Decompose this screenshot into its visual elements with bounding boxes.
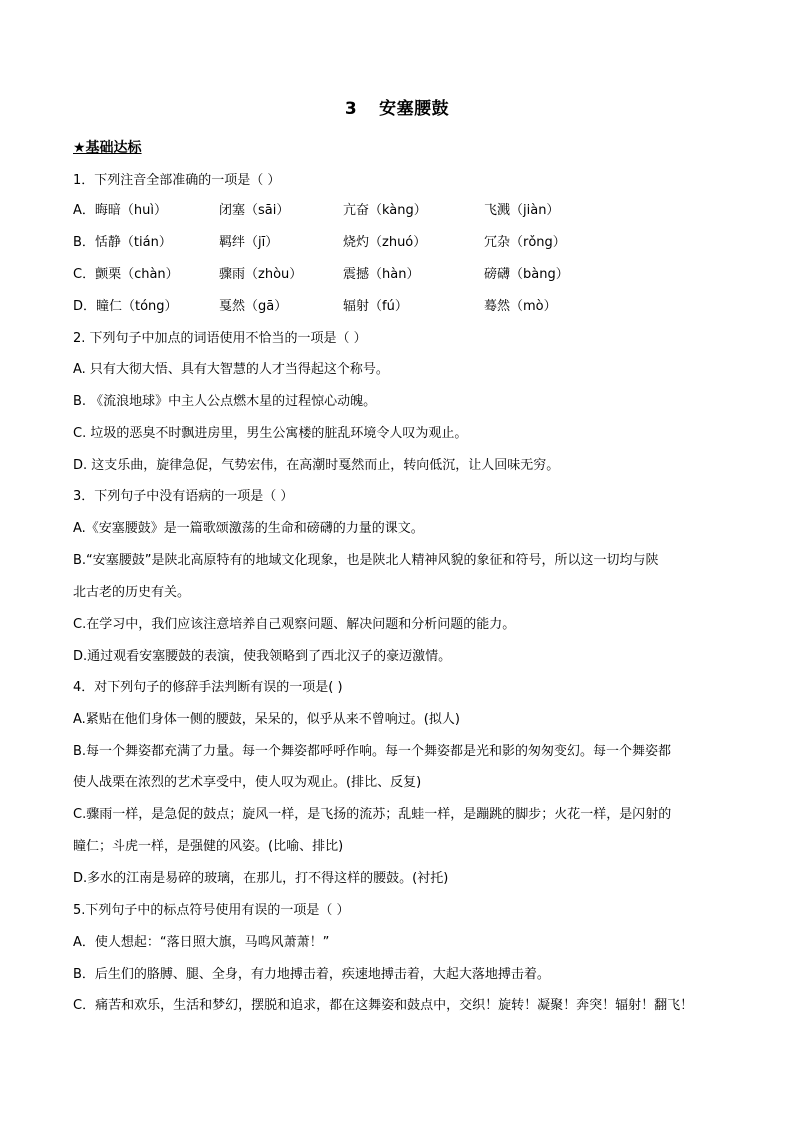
q1-c-item-1: C．颤栗（chàn） [73,267,179,282]
q1-d-item-4: 蓦然（mò） [484,299,557,314]
q5-option-c: C．痛苦和欢乐，生活和梦幻，摆脱和追求，都在这舞姿和鼓点中，交织！旋转！凝聚！奔突！辐射！翻飞！ [73,998,694,1013]
q4-option-c-cont: 瞳仁；斗虎一样，是强健的风姿。(比喻、排比) [73,839,344,854]
q4-option-a: A.紧贴在他们身体一侧的腰鼓，呆呆的，似乎从来不曾响过。(拟人) [73,712,460,727]
q1-a-item-3: 亢奋（kàng） [343,203,427,218]
q1-a-item-4: 飞溅（jiàn） [484,203,560,218]
q5-option-b: B．后生们的胳膊、腿、全身，有力地搏击着，疾速地搏击着，大起大落地搏击着。 [73,967,550,982]
q1-a-item-2: 闭塞（sāi） [219,203,290,218]
q2-stem: 2. 下列句子中加点的词语使用不恰当的一项是（ ） [73,331,367,346]
q3-option-a: A.《安塞腰鼓》是一篇歌颂激荡的生命和磅礴的力量的课文。 [73,521,424,536]
q2-option-d: D. 这支乐曲，旋律急促，气势宏伟，在高潮时戛然而止，转向低沉，让人回味无穷。 [73,458,560,473]
q2-option-c: C. 垃圾的恶臭不时飘进房里，男生公寓楼的脏乱环境令人叹为观止。 [73,426,468,441]
q4-option-b: B.每一个舞姿都充满了力量。每一个舞姿都呼呼作响。每一个舞姿都是光和影的匆匆变幻。每一个舞姿都 [73,744,672,759]
q1-b-item-4: 冗杂（rǒng） [484,235,566,250]
q5-stem: 5.下列句子中的标点符号使用有误的一项是（ ） [73,903,350,918]
page-title [0,94,794,119]
q1-d-item-3: 辐射（fú） [343,299,408,314]
q2-option-b: B. 《流浪地球》中主人公点燃木星的过程惊心动魄。 [73,394,377,409]
section-heading: ★基础达标 [73,140,142,156]
q3-option-c: C.在学习中，我们应该注意培养自己观察问题、解决问题和分析问题的能力。 [73,617,516,632]
q3-stem: 3．下列句子中没有语病的一项是（ ） [73,489,294,504]
q1-stem: 1．下列注音全部准确的一项是（ ） [73,173,281,188]
q1-a-item-1: A．晦暗（huì） [73,203,167,218]
q4-option-b-cont: 使人战栗在浓烈的艺术享受中，使人叹为观止。(排比、反复) [73,775,422,790]
q5-option-a: A．使人想起：“落日照大旗，马鸣风萧萧！” [73,935,330,950]
q1-c-item-2: 骤雨（zhòu） [219,267,303,282]
q3-option-d: D.通过观看安塞腰鼓的表演，使我领略到了西北汉子的豪迈激情。 [73,649,452,664]
q4-option-d: D.多水的江南是易碎的玻璃，在那儿，打不得这样的腰鼓。(衬托) [73,871,449,886]
q4-option-c: C.骤雨一样，是急促的鼓点；旋风一样，是飞扬的流苏；乱蛙一样，是蹦跳的脚步；火花一样，是闪射的 [73,807,672,822]
q1-d-item-2: 戛然（gā） [219,299,288,314]
q3-option-b-cont: 北古老的历史有关。 [73,585,191,600]
q1-c-item-3: 震撼（hàn） [343,267,420,282]
q1-b-item-1: B．恬静（tián） [73,235,172,250]
q1-b-item-2: 羁绊（jī） [219,235,279,250]
lesson-number: 3 [344,99,358,119]
q3-option-b: B.“安塞腰鼓”是陕北高原特有的地域文化现象，也是陕北人精神风貌的象征和符号，所以这一切均与陕 [73,553,659,568]
q1-b-item-3: 烧灼（zhuó） [343,235,427,250]
q1-d-item-1: D．瞳仁（tóng） [73,299,178,314]
q4-stem: 4．对下列句子的修辞手法判断有误的一项是( ) [73,680,343,695]
lesson-title: 安塞腰鼓 [379,99,450,119]
q1-c-item-4: 磅礴（bàng） [484,267,569,282]
q2-option-a: A. 只有大彻大悟、具有大智慧的人才当得起这个称号。 [73,362,389,377]
